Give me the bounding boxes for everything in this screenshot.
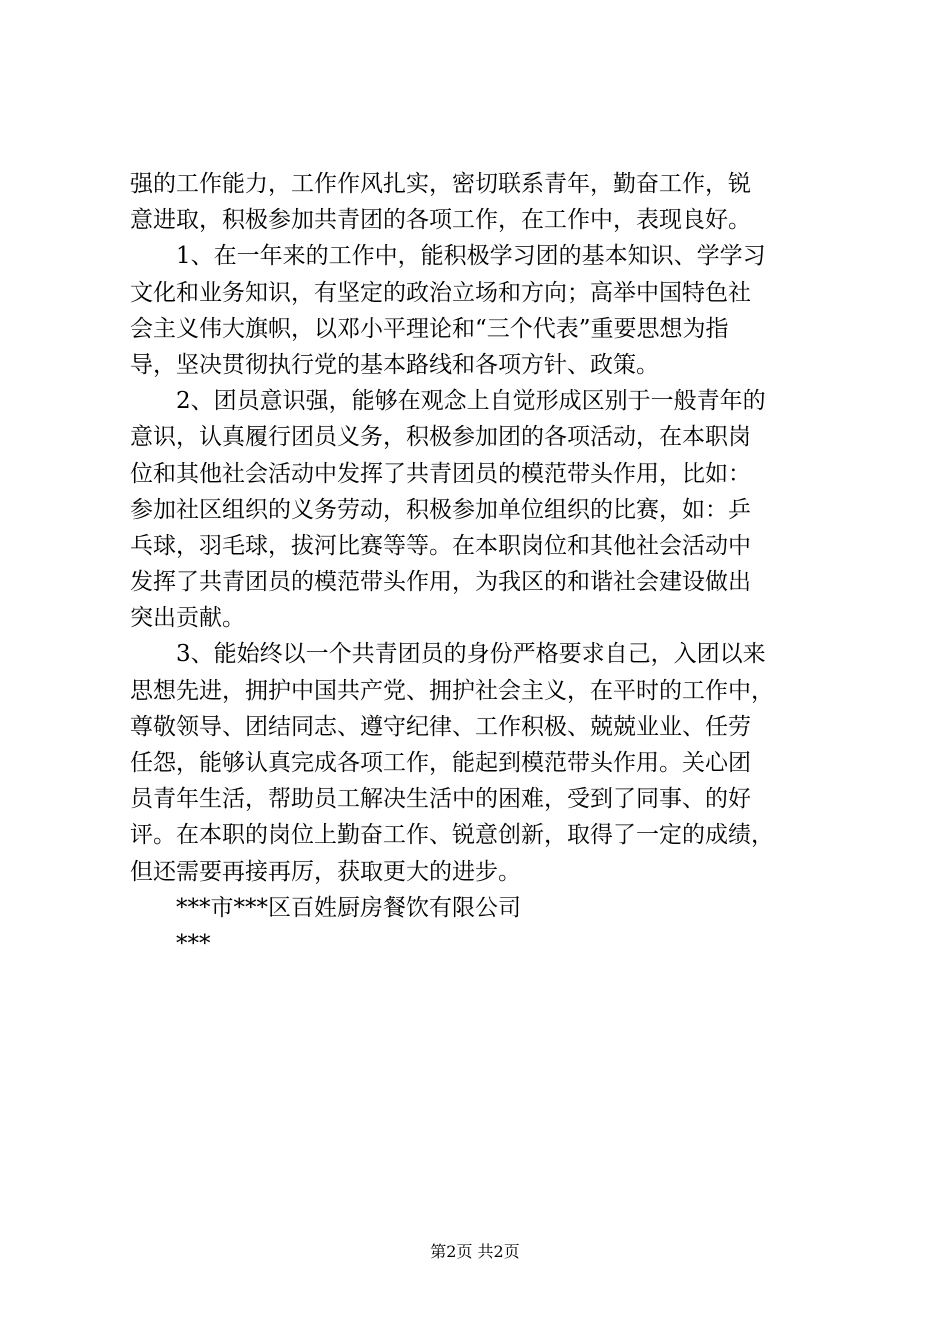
text-line: 乓球，羽毛球，拔河比赛等等。在本职岗位和其他社会活动中	[130, 532, 751, 559]
text-line: 评。在本职的岗位上勤奋工作、锐意创新，取得了一定的成绩，	[130, 822, 774, 849]
text-line: 文化和业务知识，有坚定的政治立场和方向；高举中国特色社	[130, 279, 751, 306]
text-line: 导，坚决贯彻执行党的基本路线和各项方针、政策。	[130, 351, 659, 378]
text-line: 任怨，能够认真完成各项工作，能起到模范带头作用。关心团	[130, 750, 751, 776]
signature-name: ***	[176, 930, 211, 957]
paragraph-1-start: 1、在一年来的工作中，能积极学习团的基本知识、学学习	[176, 243, 766, 270]
signature-company: ***市***区百姓厨房餐饮有限公司	[176, 894, 521, 921]
text-line: 员青年生活，帮助员工解决生活中的困难，受到了同事、的好	[130, 786, 751, 813]
text-line: 思想先进，拥护中国共产党、拥护社会主义，在平时的工作中，	[130, 677, 774, 704]
text-line: 强的工作能力，工作作风扎实，密切联系青年，勤奋工作，锐	[130, 171, 751, 197]
text-line: 参加社区组织的义务劳动，积极参加单位组织的比赛，如：乒	[130, 496, 751, 523]
text-line: 突出贡献。	[130, 605, 245, 632]
text-line: 意识，认真履行团员义务，积极参加团的各项活动，在本职岗	[130, 424, 751, 451]
paragraph-3-start: 3、能始终以一个共青团员的身份严格要求自己，入团以来	[176, 641, 766, 668]
text-line: 会主义伟大旗帜，以邓小平理论和“三个代表”重要思想为指	[130, 315, 729, 342]
text-line: 尊敬领导、团结同志、遵守纪律、工作积极、兢兢业业、任劳	[130, 713, 751, 740]
text-line: 位和其他社会活动中发挥了共青团员的模范带头作用，比如：	[130, 460, 751, 487]
paragraph-2-start: 2、团员意识强，能够在观念上自觉形成区别于一般青年的	[176, 388, 766, 415]
text-line: 意进取，积极参加共青团的各项工作，在工作中，表现良好。	[130, 207, 751, 234]
page-footer: 第2页 共2页	[430, 1242, 520, 1261]
text-line: 发挥了共青团员的模范带头作用，为我区的和谐社会建设做出	[130, 569, 751, 596]
text-line: 但还需要再接再厉，获取更大的进步。	[130, 858, 521, 885]
document-body	[130, 166, 830, 962]
